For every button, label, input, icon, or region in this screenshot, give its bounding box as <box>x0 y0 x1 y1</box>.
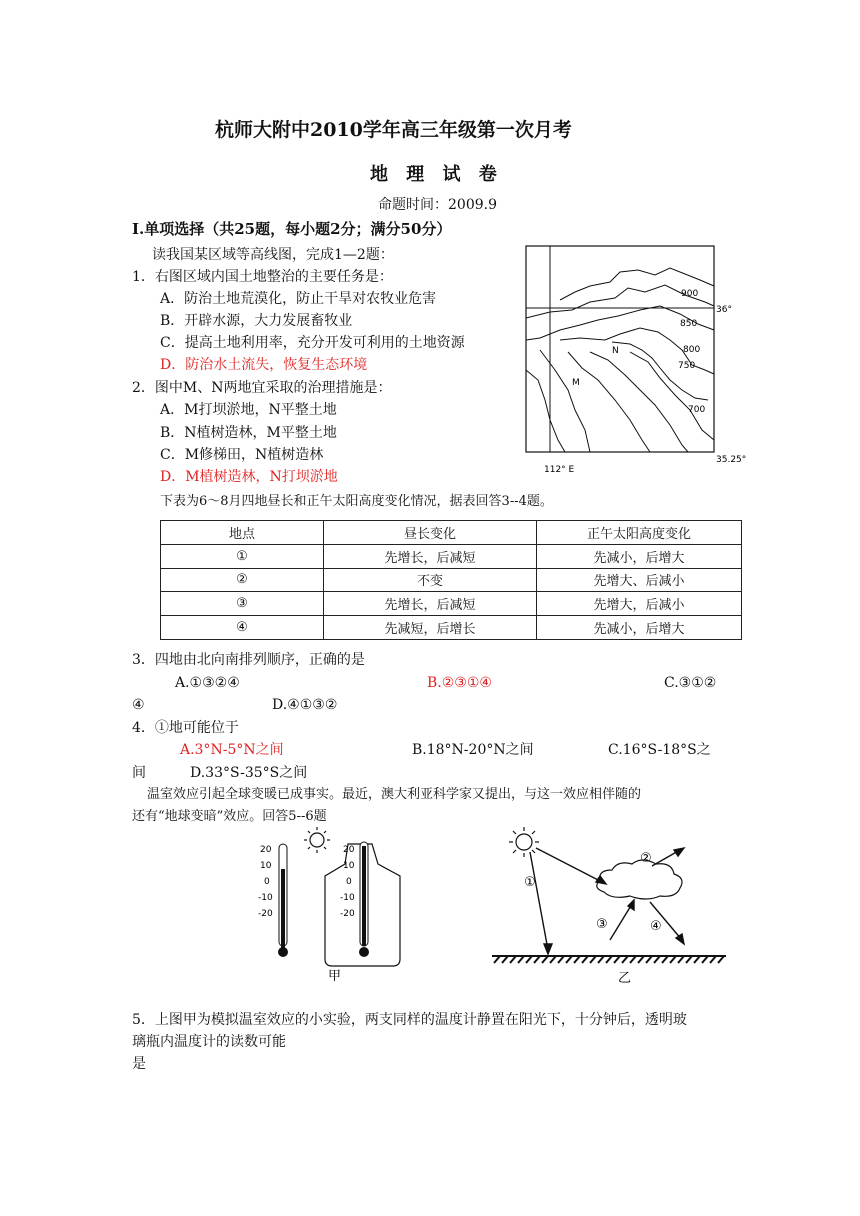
arrow-4-label: ④ <box>650 919 662 934</box>
q4-option-c: C.16°S-18°S之 <box>608 742 711 758</box>
contour-label-700: 700 <box>688 405 706 415</box>
sun-icon <box>509 827 539 857</box>
table-row <box>161 544 742 568</box>
scale-label: -10 <box>340 893 355 903</box>
q5-line-3: 是 <box>132 1056 146 1072</box>
sun-data-table <box>160 520 742 640</box>
latitude-top-label: 36° <box>716 305 732 315</box>
q3-option-c: C.③①② <box>664 675 717 691</box>
figure-jia-label: 甲 <box>328 969 342 984</box>
q1-option-b: B．开辟水源，大力发展畜牧业 <box>160 313 353 329</box>
passage-line-2: 还有“地球变暗”效应。回答5--6题 <box>132 809 327 824</box>
q1-option-a: A．防治土地荒漠化，防止干旱对农牧业危害 <box>160 291 437 307</box>
sun-icon <box>304 827 330 853</box>
figure-jia <box>250 824 420 994</box>
figure-yi <box>490 822 730 992</box>
ground-surface <box>492 956 726 963</box>
q3-stem: 3．四地由北向南排列顺序，正确的是 <box>132 652 365 668</box>
table-row <box>161 592 742 616</box>
table-cell: 先增长，后减短 <box>324 592 537 616</box>
table-row <box>161 568 742 592</box>
longitude-label: 112° E <box>544 465 575 475</box>
arrow-sun-cloud <box>536 848 602 882</box>
scale-label: 0 <box>264 877 270 887</box>
figure-yi-label: 乙 <box>618 971 632 986</box>
table-cell: 先减小，后增大 <box>537 544 742 568</box>
scale-label: -20 <box>340 909 355 919</box>
scale-label: 20 <box>260 845 272 855</box>
table-cell: 先增长，后减短 <box>324 544 537 568</box>
arrow-1-label: ① <box>524 875 536 890</box>
q4-option-a: A.3°N-5°N之间 <box>180 742 284 758</box>
scale-label: -20 <box>258 909 273 919</box>
q2-option-a: A．M打坝淤地，N平整土地 <box>160 402 337 418</box>
table-cell: 先增大，后减小 <box>537 592 742 616</box>
table-header: 正午太阳高度变化 <box>537 521 742 545</box>
q4-option-b: B.18°N-20°N之间 <box>412 742 534 758</box>
q3-option-d: D.④①③② <box>272 697 338 713</box>
q2-option-c: C．M修梯田，N植树造林 <box>160 447 324 463</box>
table-cell: 先减短，后增长 <box>324 616 537 640</box>
q3-option-b: B.②③①④ <box>427 675 492 691</box>
exam-date: 命题时间：2009.9 <box>378 197 497 213</box>
latitude-bottom-label: 35.25° <box>716 455 747 465</box>
q1-option-c: C．提高土地利用率，充分开发可利用的土地资源 <box>160 335 465 351</box>
scale-label: 20 <box>343 845 355 855</box>
arrow-1 <box>530 852 548 950</box>
q4-stem: 4．①地可能位于 <box>132 720 239 736</box>
table-header: 昼长变化 <box>324 521 537 545</box>
point-n-label: N <box>612 346 619 356</box>
contour-label-750: 750 <box>678 361 696 371</box>
table-cell: ③ <box>161 592 324 616</box>
table-cell: ② <box>161 568 324 592</box>
contour-label-800: 800 <box>683 345 701 355</box>
scale-label: -10 <box>258 893 273 903</box>
table-cell: 先增大、后减小 <box>537 568 742 592</box>
q1-stem: 1．右图区域内国土地整治的主要任务是： <box>132 269 393 285</box>
table-cell: ④ <box>161 616 324 640</box>
arrow-2-label: ② <box>640 851 652 866</box>
arrow-3-label: ③ <box>596 917 608 932</box>
contour-label-850: 850 <box>680 319 698 329</box>
table-cell: 不变 <box>324 568 537 592</box>
thermometer-outside <box>278 844 288 957</box>
q5-line-1: 5．上图甲为模拟温室效应的小实验，两支同样的温度计静置在阳光下，十分钟后，透明玻 <box>132 1012 687 1028</box>
table-header-row <box>161 521 742 545</box>
q2-stem: 2．图中M、N两地宜采取的治理措施是： <box>132 380 392 396</box>
q5-line-2: 璃瓶内温度计的读数可能 <box>132 1034 286 1050</box>
table-header: 地点 <box>161 521 324 545</box>
scale-label: 10 <box>343 861 355 871</box>
exam-title: 杭师大附中2010学年高三年级第一次月考 <box>215 119 572 141</box>
q4-option-c-continued: 间 <box>132 765 146 781</box>
table-row <box>161 616 742 640</box>
exam-subtitle: 地 理 试 卷 <box>370 164 503 185</box>
q3-option-c-continued: ④ <box>132 697 145 713</box>
section-intro: 读我国某区域等高线图，完成1—2题： <box>152 247 394 263</box>
contour-map <box>520 240 752 476</box>
passage-line-1: 温室效应引起全球变暖已成事实。最近，澳大利亚科学家又提出，与这一效应相伴随的 <box>147 787 642 802</box>
scale-label: 0 <box>346 877 352 887</box>
thermometer-inside <box>359 842 369 957</box>
scale-label: 10 <box>260 861 272 871</box>
arrow-3 <box>610 904 632 940</box>
q2-option-b: B．N植树造林，M平整土地 <box>160 425 337 441</box>
table-cell: ① <box>161 544 324 568</box>
contour-label-900: 900 <box>681 289 699 299</box>
point-m-label: M <box>572 378 580 388</box>
table-cell: 先减小，后增大 <box>537 616 742 640</box>
q1-option-d: D．防治水土流失，恢复生态环境 <box>160 357 368 373</box>
q3-option-a: A.①③②④ <box>175 675 240 691</box>
q4-option-d: D.33°S-35°S之间 <box>190 765 308 781</box>
section-heading: Ⅰ.单项选择（共25题，每小题2分；满分50分） <box>132 220 452 238</box>
q2-option-d: D．M植树造林，N打坝淤地 <box>160 469 338 485</box>
table-intro: 下表为6～8月四地昼长和正午太阳高度变化情况，据表回答3--4题。 <box>160 494 553 509</box>
